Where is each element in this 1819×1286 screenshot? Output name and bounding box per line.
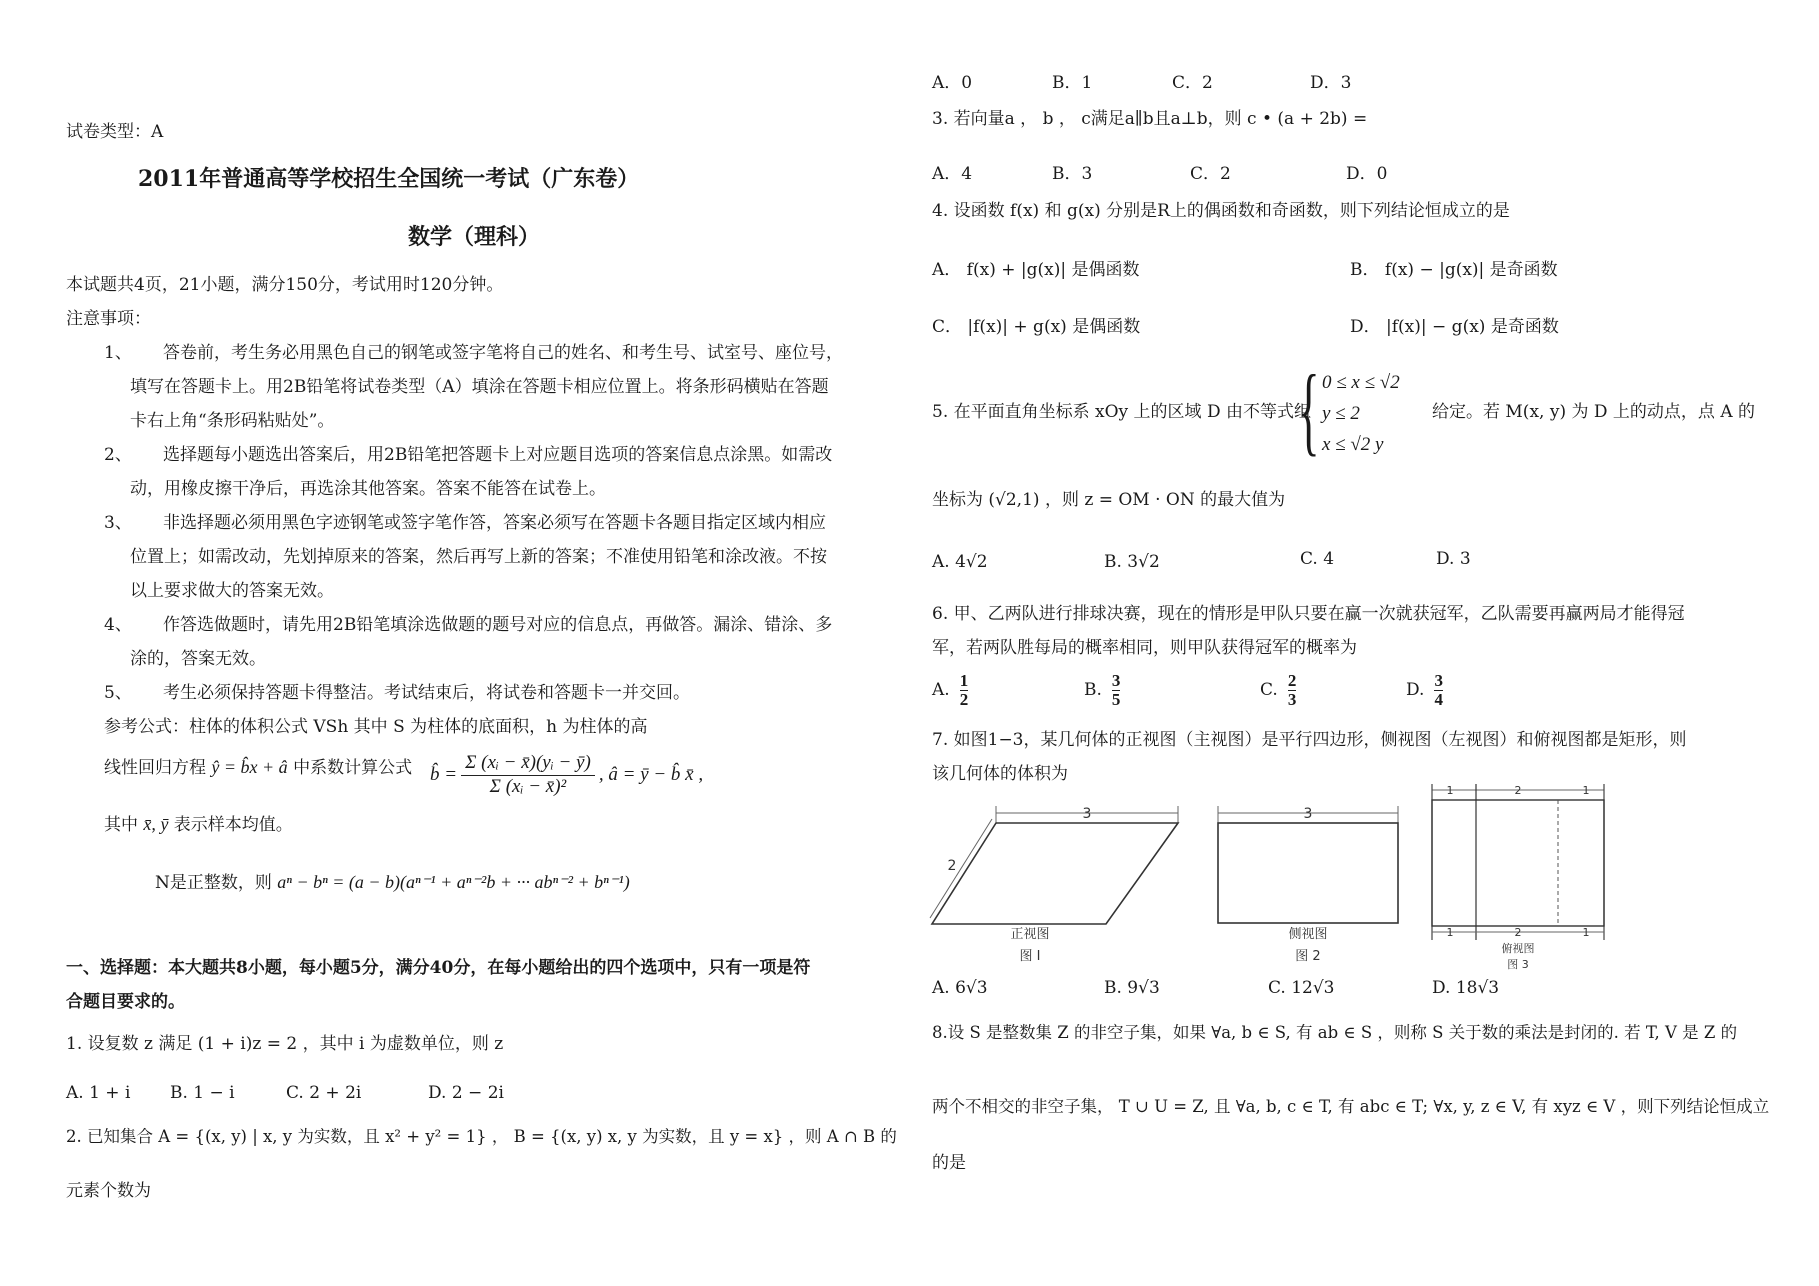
regression-rhs: , â = ȳ − b̂ x̄ , [598, 763, 704, 785]
question-7-continued: 该几何体的体积为 [932, 764, 1068, 784]
question-8-continued: 两个不相交的非空子集， T ∪ U = Z, 且 ∀a, b, c ∈ T, 有 abc ∈ T; ∀x, y, z ∈ V, 有 xyz ∈ V ，则下列结论恒成立 [932, 1097, 1770, 1116]
q4-option: B． f(x) − |g(x)| 是奇函数 [1350, 260, 1558, 280]
q1-option: A. 1 + i [66, 1083, 131, 1103]
regression-lhs: b̂ = [430, 763, 458, 785]
q2-option: B．1 [1052, 73, 1093, 93]
q7-option: C. 12√3 [1268, 978, 1335, 998]
dimension-label: 2 [947, 858, 957, 874]
dimension-label: 3 [1082, 806, 1092, 822]
denominator: 2 [959, 689, 969, 709]
n-label: N是正整数，则 [155, 873, 272, 893]
dimension-label: 3 [1303, 806, 1313, 822]
numerator: 2 [1287, 671, 1297, 690]
question-2-continued: 元素个数为 [66, 1181, 151, 1201]
q5-option: C. 4 [1300, 549, 1335, 569]
formula-label: 中系数计算公式 [293, 758, 413, 778]
dimension-label: 1 [1446, 926, 1454, 939]
q5-option: D. 3 [1436, 549, 1471, 569]
q1-option: C. 2 + 2i [286, 1083, 362, 1103]
question-8: 8.设 S 是整数集 Z 的非空子集，如果 ∀a, b ∈ S, 有 ab ∈ S ，则称 S 关于数的乘法是封闭的. 若 T, V 是 Z 的 [932, 1023, 1738, 1042]
denominator: 3 [1287, 689, 1297, 709]
option-label: A. [932, 680, 950, 701]
fraction [960, 672, 969, 709]
q5-option: A. 4√2 [932, 552, 988, 572]
note-number: 2、 [104, 445, 132, 465]
exam-subtitle: 数学（理科） [408, 224, 541, 250]
note-line: 选择题每小题选出答案后，用2B铅笔把答题卡上对应题目选项的答案信息点涂黑。如需改 [163, 445, 833, 465]
fraction [1112, 672, 1121, 709]
question-8-continued: 的是 [932, 1153, 966, 1173]
note-line: 作答选做题时，请先用2B铅笔填涂选做题的题号对应的信息点，再做答。漏涂、错涂、多 [163, 615, 833, 635]
note-number: 5、 [104, 683, 132, 703]
regression-denominator: Σ (xᵢ − x̄)² [489, 775, 567, 797]
sample-mean-line [104, 814, 293, 836]
note-number: 4、 [104, 615, 132, 635]
parallelogram-shape [932, 823, 1178, 924]
formula-label: 线性回归方程 [104, 758, 206, 778]
numerator: 3 [1111, 671, 1121, 690]
option-label: B. [1084, 680, 1102, 701]
regression-formula [430, 752, 703, 799]
question-1: 1. 设复数 z 满足 (1 + i)z = 2 ，其中 i 为虚数单位，则 z [66, 1034, 504, 1054]
q2-option: D．3 [1310, 73, 1352, 93]
denominator: 5 [1111, 689, 1121, 709]
question-5-line-2: 坐标为 (√2,1) ，则 z = OM · ON 的最大值为 [932, 490, 1286, 510]
power-difference-formula: aⁿ − bⁿ = (a − b)(aⁿ⁻¹ + aⁿ⁻²b + ··· abⁿ⁻² + bⁿ⁻¹) [277, 872, 630, 892]
power-difference-line [155, 872, 630, 894]
figure-side-view [1210, 800, 1406, 980]
note-line: 卡右上角“条形码粘贴处”。 [130, 411, 335, 431]
question-7: 7. 如图1−3，某几何体的正视图（主视图）是平行四边形，侧视图（左视图）和俯视图都是矩形，则 [932, 730, 1687, 750]
note-line: 位置上；如需改动，先划掉原来的答案，然后再写上新的答案；不准使用铅笔和涂改液。不按 [130, 547, 827, 567]
note-line: 涂的，答案无效。 [130, 649, 266, 669]
paper-type: 试卷类型：A [66, 122, 164, 142]
q6-option [1406, 672, 1443, 709]
q4-option: A． f(x) + |g(x)| 是偶函数 [932, 260, 1140, 280]
q5-option: B. 3√2 [1104, 552, 1160, 572]
dimension-label: 2 [1514, 784, 1522, 797]
formula-volume: 参考公式：柱体的体积公式 VSh 其中 S 为柱体的底面积，h 为柱体的高 [104, 717, 648, 737]
fraction [1288, 672, 1297, 709]
note-line: 答卷前，考生务必用黑色自己的钢笔或签字笔将自己的姓名、和考生号、试室号、座位号， [163, 343, 843, 363]
dimension-label: 1 [1582, 784, 1590, 797]
rectangle-shape [1432, 800, 1604, 926]
q7-option: B. 9√3 [1104, 978, 1160, 998]
question-6: 6. 甲、乙两队进行排球决赛，现在的情形是甲队只要在赢一次就获冠军，乙队需要再赢两局才能得冠 [932, 604, 1685, 624]
sample-variables: x̄, ȳ [143, 814, 169, 834]
question-5: 5. 在平面直角坐标系 xOy 上的区域 D 由不等式组 [932, 402, 1311, 422]
q6-option [1084, 672, 1120, 709]
question-5-continued: 给定。若 M(x, y) 为 D 上的动点，点 A 的 [1432, 402, 1755, 422]
dimension-line [930, 819, 992, 918]
q4-option: C． |f(x)| + g(x) 是偶函数 [932, 317, 1141, 337]
q4-option: D． |f(x)| − g(x) 是奇函数 [1350, 317, 1559, 337]
figure-label: 图 3 [1507, 958, 1529, 971]
option-label: C. [1260, 680, 1278, 701]
regression-fraction [461, 752, 595, 799]
notice-heading: 注意事项： [66, 309, 151, 329]
dimension-label: 1 [1446, 784, 1454, 797]
numerator: 1 [959, 671, 969, 690]
note-line: 考生必须保持答题卡得整洁。考试结束后，将试卷和答题卡一并交回。 [163, 683, 690, 703]
q3-option: B．3 [1052, 164, 1093, 184]
dimension-label: 1 [1582, 926, 1590, 939]
denominator: 4 [1434, 689, 1443, 709]
option-label: D. [1406, 680, 1425, 701]
figure-top-view [1428, 780, 1614, 980]
q6-option [1260, 672, 1296, 709]
question-4: 4. 设函数 f(x) 和 g(x) 分别是R上的偶函数和奇函数，则下列结论恒成立的是 [932, 201, 1510, 221]
sample-label: 其中 [104, 815, 138, 835]
formula-regression-line [104, 757, 412, 779]
section-title: 一、选择题：本大题共8小题，每小题5分，满分40分，在每小题给出的四个选项中，只有一项是符 [66, 958, 811, 978]
question-2: 2. 已知集合 A = {(x, y) | x, y 为实数，且 x² + y² = 1} ， B = {(x, y) x, y 为实数，且 y = x} ，则 A ∩ B 的 [66, 1127, 897, 1146]
q2-option: C．2 [1172, 73, 1213, 93]
regression-equation: ŷ = b̂x + â [211, 757, 288, 777]
note-number: 1、 [104, 343, 132, 363]
q3-option: D．0 [1346, 164, 1388, 184]
note-line: 动，用橡皮擦干净后，再选涂其他答案。答案不能答在试卷上。 [130, 479, 606, 499]
q6-option [932, 672, 968, 709]
note-number: 3、 [104, 513, 132, 533]
inequality: x ≤ √2 y [1322, 434, 1384, 455]
note-line: 以上要求做大的答案无效。 [130, 581, 334, 601]
q3-option: C．2 [1190, 164, 1231, 184]
dimension-label: 2 [1514, 926, 1522, 939]
inequality: 0 ≤ x ≤ √2 [1322, 372, 1400, 393]
q7-option: D. 18√3 [1432, 978, 1500, 998]
figure-label: 图 2 [1295, 949, 1321, 964]
note-line: 非选择题必须用黑色字迹钢笔或签字笔作答，答案必须写在答题卡各题目指定区域内相应 [163, 513, 826, 533]
figure-caption: 俯视图 [1501, 942, 1535, 955]
figure-front-view [928, 800, 1192, 980]
q1-option: D. 2 − 2i [428, 1083, 504, 1103]
q2-option: A．0 [932, 73, 973, 93]
sample-label: 表示样本均值。 [173, 815, 293, 835]
q3-option: A．4 [932, 164, 973, 184]
numerator: 3 [1434, 671, 1443, 690]
figure-caption: 正视图 [1010, 927, 1050, 942]
question-6-continued: 军，若两队胜每局的概率相同，则甲队获得冠军的概率为 [932, 638, 1357, 658]
fraction [1434, 672, 1443, 709]
exam-intro: 本试题共4页，21小题，满分150分，考试用时120分钟。 [66, 275, 504, 295]
inequality-brace: { [1298, 354, 1320, 465]
section-title: 合题目要求的。 [66, 992, 185, 1012]
q1-option: B. 1 − i [170, 1083, 235, 1103]
figure-caption: 侧视图 [1288, 927, 1328, 942]
q7-option: A. 6√3 [932, 978, 988, 998]
exam-title: 2011年普通高等学校招生全国统一考试（广东卷） [138, 166, 640, 192]
inequality: y ≤ 2 [1322, 403, 1360, 424]
note-line: 填写在答题卡上。用2B铅笔将试卷类型（A）填涂在答题卡相应位置上。将条形码横贴在答题 [130, 377, 829, 397]
figure-label: 图 I [1019, 949, 1041, 964]
regression-numerator: Σ (xᵢ − x̄)(yᵢ − ȳ) [465, 752, 591, 773]
rectangle-shape [1218, 823, 1398, 923]
question-3: 3. 若向量a ， b ， c满足a∥b且a⊥b，则 c • (a + 2b) = [932, 109, 1368, 129]
